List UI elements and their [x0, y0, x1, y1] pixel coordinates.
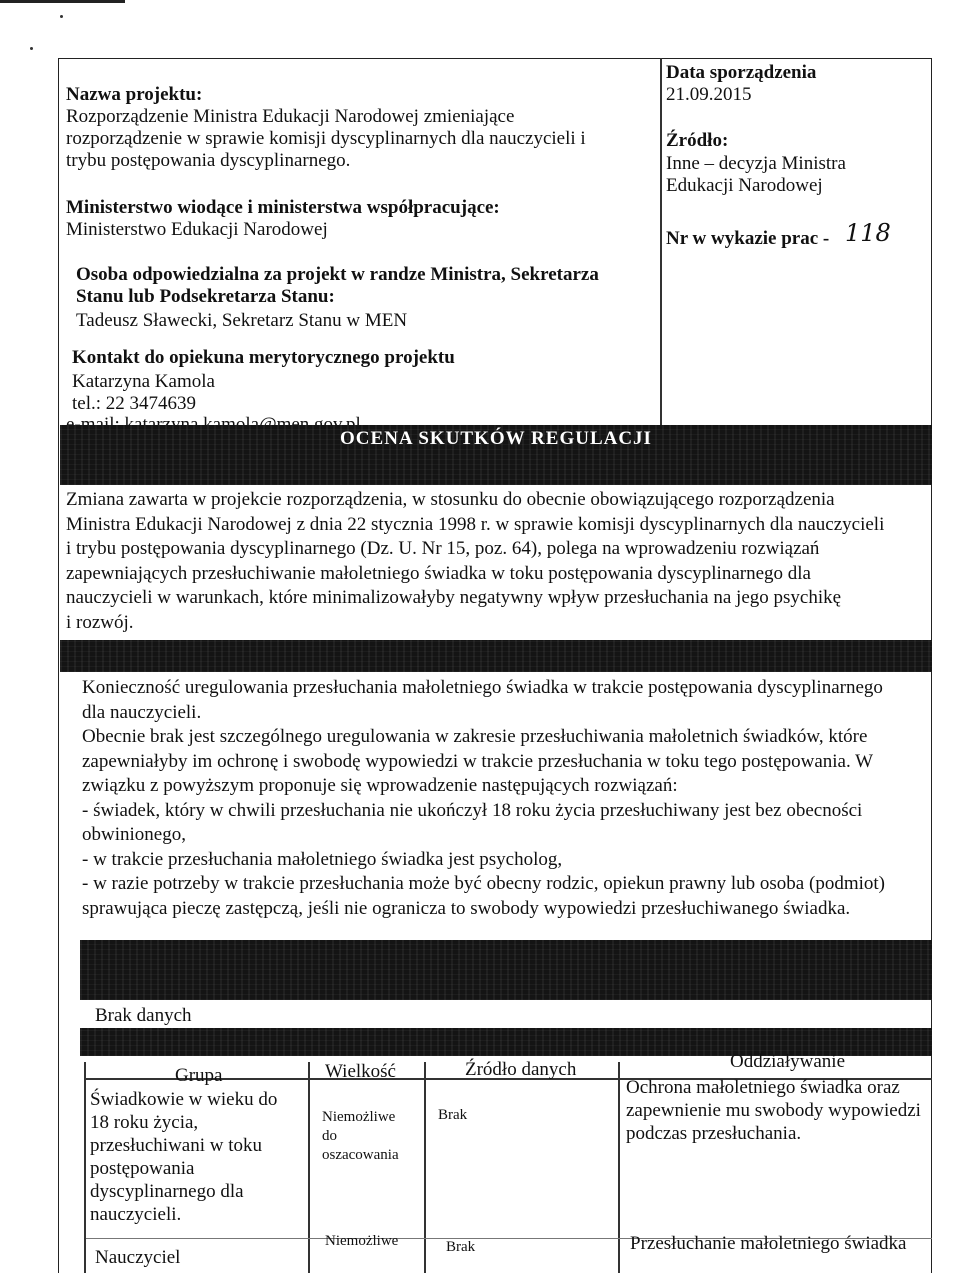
source-line: Edukacji Narodowej — [666, 175, 823, 196]
cell-line: dyscyplinarnego dla — [90, 1181, 244, 1202]
project-name-line: Rozporządzenie Ministra Edukacji Narodowej zmieniające — [66, 106, 515, 127]
project-name-label: Nazwa projektu: — [66, 84, 203, 105]
table-row-size — [322, 1108, 399, 1165]
problem-paragraph — [66, 488, 926, 635]
table-header-size: Wielkość — [325, 1061, 396, 1082]
paragraph-line: - w trakcie przesłuchania małoletniego świadka jest psycholog, — [82, 848, 563, 870]
section-title-bar — [60, 425, 932, 485]
table-header-source: Źródło danych — [465, 1059, 577, 1080]
section-title: OCENA SKUTKÓW REGULACJI — [340, 428, 652, 449]
responsible-label-line: Osoba odpowiedzialna za projekt w randze Ministra, Sekretarza — [76, 264, 599, 285]
ministry-label: Ministerstwo wiodące i ministerstwa współpracujące: — [66, 197, 500, 218]
table-row-impact — [626, 1076, 921, 1145]
paragraph-line: - świadek, który w chwili przesłuchania nie ukończył 18 roku życia przesłuchiwany jest bez obecności — [82, 799, 863, 821]
paragraph-line: Zmiana zawarta w projekcie rozporządzenia, w stosunku do obecnie obowiązującego rozporządzenia — [66, 489, 835, 510]
paragraph-line: Ministra Edukacji Narodowej z dnia 22 stycznia 1998 r. w sprawie komisji dyscyplinarnych dla nauczycieli — [66, 513, 885, 535]
paragraph-line: obwinionego, — [82, 824, 186, 845]
table-row-source: Brak — [438, 1107, 468, 1123]
paragraph-line: - w razie potrzeby w trakcie przesłuchania może być obecny rodzic, opiekun prawny lub osoba (podmiot) — [82, 873, 885, 894]
paragraph-line: dla nauczycieli. — [82, 701, 202, 723]
table-row-source: Brak — [446, 1239, 476, 1255]
cell-line: zapewnienie mu swobody wypowiedzi — [626, 1100, 921, 1121]
cell-line: przesłuchiwani w toku — [90, 1135, 263, 1156]
paragraph-line: Konieczność uregulowania przesłuchania małoletniego świadka w trakcie postępowania dyscyplinarnego — [82, 677, 883, 698]
source-label: Źródło: — [666, 130, 729, 151]
cell-line: nauczycieli. — [90, 1204, 182, 1225]
date-label: Data sporządzenia — [666, 62, 817, 83]
cell-line: podczas przesłuchania. — [626, 1123, 802, 1144]
paragraph-line: zapewniających przesłuchiwanie małoletniego świadka w toku postępowania dyscyplinarnego dla — [66, 562, 811, 584]
cell-line: Niemożliwe — [322, 1109, 396, 1125]
project-name-line: trybu postępowania dyscyplinarnego. — [66, 150, 351, 171]
paragraph-line: sprawująca pieczę zastępczą, jeśli nie ogranicza to swobody wypowiedzi przesłuchiwanego świadka. — [82, 897, 851, 919]
paragraph-line: zapewniałyby im ochronę i swobodę wypowiedzi w trakcie przesłuchania w toku tego postępowania. W — [82, 750, 874, 772]
comparison-text: Brak danych — [95, 1005, 192, 1026]
paragraph-line: i trybu postępowania dyscyplinarnego (Dz. U. Nr 15, poz. 64), polega na wprowadzeniu rozwiązań — [66, 538, 820, 559]
table-border — [84, 1062, 86, 1273]
table-column-divider — [424, 1062, 426, 1273]
table-row-group: Nauczyciel — [95, 1247, 181, 1268]
contact-label: Kontakt do opiekuna merytorycznego projektu — [72, 347, 455, 368]
paragraph-line: i rozwój. — [66, 611, 134, 633]
cell-line: Ochrona małoletniego świadka oraz — [626, 1077, 900, 1098]
scan-mark-line — [0, 0, 125, 3]
cell-line: oszacowania — [322, 1147, 399, 1163]
date-value: 21.09.2015 — [666, 84, 752, 105]
section-bar-comparison — [80, 940, 932, 1000]
paragraph-line: nauczycieli w warunkach, które minimalizowałyby negatywny wpływ przesłuchania na jego psychikę — [66, 587, 842, 608]
contact-name: Katarzyna Kamola — [72, 371, 215, 392]
table-header-impact: Oddziaływanie — [730, 1051, 846, 1072]
responsible-label-line: Stanu lub Podsekretarza Stanu: — [76, 286, 335, 307]
source-line: Inne – decyzja Ministra — [666, 153, 846, 174]
table-row-impact: Przesłuchanie małoletniego świadka — [630, 1233, 907, 1254]
responsible-value: Tadeusz Sławecki, Sekretarz Stanu w MEN — [76, 310, 408, 331]
cell-line: Świadkowie w wieku do — [90, 1089, 278, 1110]
list-number-handwritten: 118 — [845, 219, 891, 247]
table-column-divider — [618, 1062, 620, 1273]
section-bar-solution — [60, 640, 932, 672]
table-column-divider — [308, 1062, 310, 1273]
table-header-group: Grupa — [175, 1065, 223, 1086]
header-column-divider — [660, 58, 662, 438]
project-name-line: rozporządzenie w sprawie komisji dyscyplinarnych dla nauczycieli i — [66, 128, 586, 149]
cell-line: do — [322, 1128, 337, 1144]
scan-mark-dot — [60, 15, 63, 18]
ministry-value: Ministerstwo Edukacji Narodowej — [66, 219, 328, 240]
paragraph-line: związku z powyższym proponuje się wprowadzenie następujących rozwiązań: — [82, 775, 678, 796]
table-row-group — [90, 1088, 277, 1226]
table-row-size: Niemożliwe — [325, 1233, 399, 1249]
solution-paragraph — [82, 676, 932, 921]
cell-line: 18 roku życia, — [90, 1112, 199, 1133]
contact-phone: tel.: 22 3474639 — [72, 393, 197, 414]
paragraph-line: Obecnie brak jest szczególnego uregulowania w zakresie przesłuchiwania małoletnich świadków, które — [82, 726, 868, 747]
list-number-label: Nr w wykazie prac - — [666, 228, 830, 249]
cell-line: postępowania — [90, 1158, 195, 1179]
scan-mark-dot — [30, 47, 33, 50]
